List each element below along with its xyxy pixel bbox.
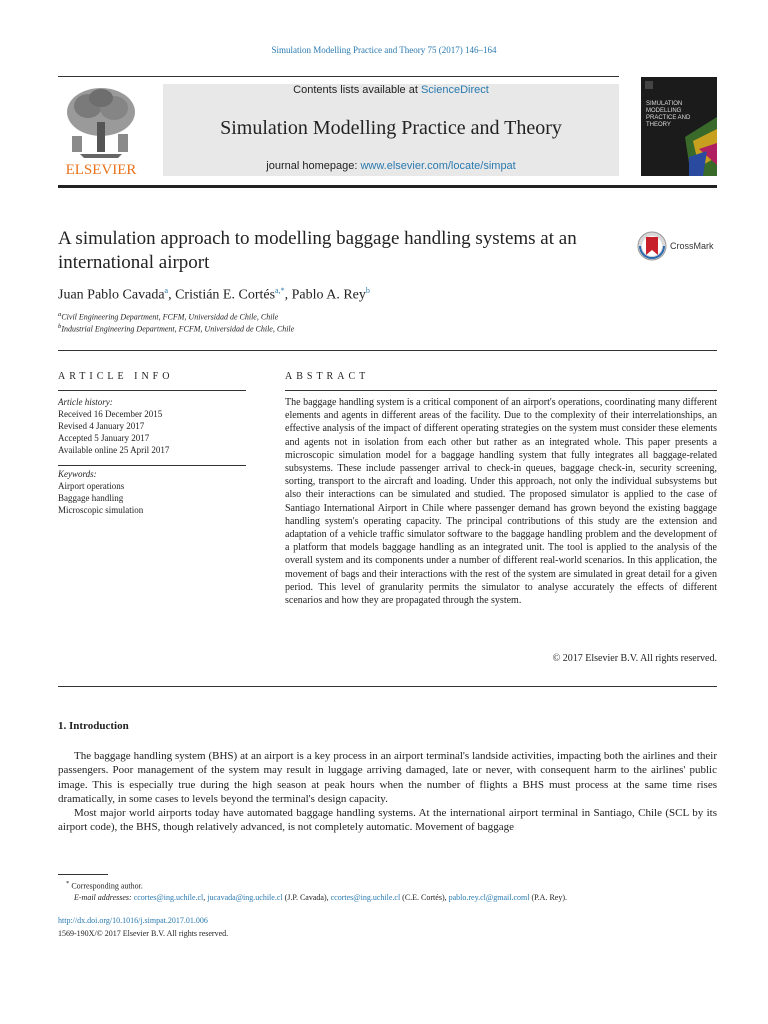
abstract-text: The baggage handling system is a critical component of an airport's operations, coordinating many different elements and agents in different areas of the facility. Due to the complexity of their interrelationships, an effective analysis of the impact of different operating strategies on the system must consider these elements and agents not in isolation from each other but rather as an integrated whole. This paper presents a microscopic simulation model for a baggage handling system that fully integrates all baggage-related subsystems. These include passenger arrival to check-in queues, baggage check-in, security screening, sorting, transport to the aircraft and loading. Under this approach, not only the individual subsystems but also their interactions can be simulated and studied. The proposed simulator is applied to the case of Santiago International Airport in Chile where passenger demand has grown beyond the existing baggage handling system's operating capacity. The principal contributions of this study are the extension and adaptation of a vehicle traffic simulator software to the baggage handling problem and the development of a platform that models baggage handling as an integrated unit. The tool is applied to the analysis of the overall system and its components under a number of different real-world scenarios. In this application, the movement of bags and their interactions with the rest of the system are simulated in great detail for a given period. This level of granularity permits the simulator to analyse accurately the effects of different scenarios and how they are propagated through the system. xyxy=(285,397,717,607)
footnote-rule xyxy=(58,874,108,875)
affiliation-mark: b xyxy=(58,323,62,330)
article-history xyxy=(58,396,169,456)
sciencedirect-link[interactable]: ScienceDirect xyxy=(420,84,489,96)
author-separator: , xyxy=(168,287,176,303)
article-title: A simulation approach to modelling baggage handling systems at an international airport xyxy=(58,228,577,273)
abstract-heading: ABSTRACT xyxy=(285,371,370,382)
email-owner: (C.E. Cortés), xyxy=(400,893,449,902)
article-info-rule xyxy=(58,465,246,466)
email-link[interactable]: ccortes@ing.uchile.cl xyxy=(330,893,401,902)
email-footnote xyxy=(74,893,567,902)
homepage-line xyxy=(163,160,619,172)
author-list xyxy=(58,286,370,304)
abstract-copyright: © 2017 Elsevier B.V. All rights reserved. xyxy=(552,653,717,664)
corresponding-text: Corresponding author. xyxy=(71,881,143,891)
body-paragraph: Most major world airports today have automated baggage handling systems. At the international airport terminal in Santiago, Chile (SCL by its airport code), the BHS, though relatively advanced, is not completely automatic. Movement of baggage xyxy=(58,807,717,834)
article-info-heading: ARTICLE INFO xyxy=(58,371,174,382)
affiliation-mark: a xyxy=(58,311,62,318)
author-affil-mark[interactable]: a xyxy=(164,286,169,295)
email-link[interactable]: jucavada@ing.uchile.cl xyxy=(207,893,283,902)
affiliation xyxy=(58,311,278,322)
email-link[interactable]: pablo.rey.cl@gmail.coml xyxy=(448,893,530,902)
received-date: Received 16 December 2015 xyxy=(58,409,163,419)
affiliation-text: Civil Engineering Department, FCFM, Universidad de Chile, Chile xyxy=(61,312,279,322)
crossmark-label[interactable]: CrossMark xyxy=(670,241,714,251)
keyword: Airport operations xyxy=(58,481,125,491)
section-heading: 1. Introduction xyxy=(58,720,129,732)
publisher-name: ELSEVIER xyxy=(65,162,137,176)
footnote-mark: * xyxy=(66,880,70,887)
email-owner: (P.A. Rey). xyxy=(529,893,567,902)
author-name[interactable]: Cristián E. Cortés xyxy=(175,287,276,303)
online-date: Available online 25 April 2017 xyxy=(58,445,170,455)
section-rule xyxy=(58,686,717,687)
article-info-rule xyxy=(58,390,246,391)
keywords-list xyxy=(58,468,143,516)
elsevier-logo[interactable] xyxy=(58,84,144,176)
affiliation xyxy=(58,323,294,334)
journal-name: Simulation Modelling Practice and Theory xyxy=(220,117,562,139)
introduction-body xyxy=(58,749,717,835)
journal-cover-image[interactable] xyxy=(641,77,717,176)
contents-prefix: Contents lists available at xyxy=(293,84,421,96)
history-label: Article history: xyxy=(58,397,113,407)
email-separator: , xyxy=(203,893,208,902)
accepted-date: Accepted 5 January 2017 xyxy=(58,433,150,443)
email-label: E-mail addresses: xyxy=(74,893,132,902)
issn-line: 1569-190X/© 2017 Elsevier B.V. All rights reserved. xyxy=(58,929,229,938)
body-paragraph: The baggage handling system (BHS) at an airport is a key process in an airport terminal's landside activities, impacting both the airlines and their passengers. Poor management of the system may result in luggage arriving damaged, late or never, with consequent harm to the airlines' public image. This is especially true during the high season at peak hours when the number of flights a BHS must process at the same time rises dramatically, in some cases to levels beyond the terminal's design capacity. xyxy=(58,750,717,805)
header-top-rule xyxy=(58,76,619,77)
corresponding-author-note xyxy=(66,880,143,891)
author-affil-mark[interactable]: a,* xyxy=(275,286,285,295)
elsevier-tree-icon xyxy=(58,84,144,176)
journal-citation[interactable]: Simulation Modelling Practice and Theory 75 (2017) 146–164 xyxy=(271,45,497,55)
email-link[interactable]: ccortes@ing.uchile.cl xyxy=(133,893,204,902)
revised-date: Revised 4 January 2017 xyxy=(58,421,145,431)
author-name[interactable]: Pablo A. Rey xyxy=(291,287,366,303)
author-affil-mark[interactable]: b xyxy=(365,286,370,295)
header-thick-rule xyxy=(58,185,717,188)
keyword: Baggage handling xyxy=(58,493,124,503)
author-separator: , xyxy=(284,287,292,303)
email-owner: (J.P. Cavada), xyxy=(282,893,331,902)
contents-line xyxy=(163,84,619,96)
homepage-prefix: journal homepage: xyxy=(266,160,361,172)
doi-link[interactable]: http://dx.doi.org/10.1016/j.simpat.2017.01.006 xyxy=(58,916,208,925)
keywords-label: Keywords: xyxy=(58,469,97,479)
cover-title: SIMULATION MODELLING PRACTICE AND THEORY xyxy=(646,101,691,128)
author-name[interactable]: Juan Pablo Cavada xyxy=(58,287,165,303)
affiliation-text: Industrial Engineering Department, FCFM, Universidad de Chile, Chile xyxy=(61,324,295,334)
section-rule xyxy=(58,350,717,351)
crossmark-icon xyxy=(637,231,667,261)
abstract-rule xyxy=(285,390,717,391)
journal-homepage-link[interactable]: www.elsevier.com/locate/simpat xyxy=(360,160,516,172)
keyword: Microscopic simulation xyxy=(58,505,144,515)
